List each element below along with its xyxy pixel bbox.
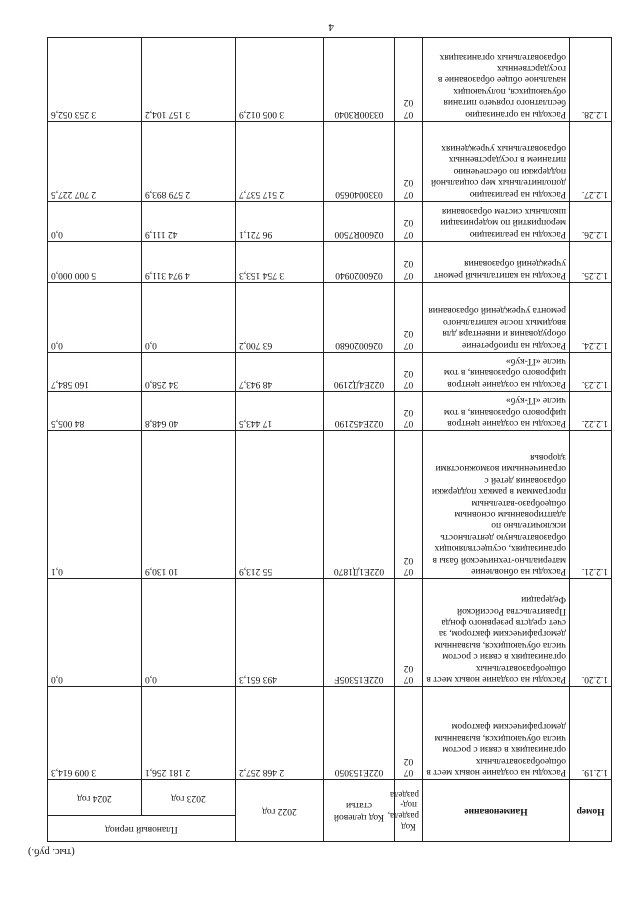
row-value-2024: 0,0 [48,201,142,241]
row-value-2022: 63 700,2 [236,282,324,352]
row-target-code: 022E153050 [324,687,395,780]
header-name: Наименование [423,780,570,842]
row-name: Расходы на создание центров цифрового образования, в том числе «IT-куб» [423,352,570,391]
row-value-2024: 3 253 052,6 [48,37,142,121]
row-value-2023: 3 157 104,2 [142,37,236,121]
row-target-code: 0260020680 [324,282,395,352]
row-target-code: 022E4Д2190 [324,352,395,391]
row-target-code: 02600R7500 [324,201,395,241]
row-section-code: 07 02 [395,431,423,579]
table-row [48,241,612,282]
row-value-2023: 2 181 256,1 [142,687,236,780]
row-section-code: 07 02 [395,391,423,430]
row-value-2023: 40 648,8 [142,391,236,430]
table-row [48,37,612,121]
row-number: 1.2.28. [570,37,612,121]
row-section-code: 07 02 [395,121,423,201]
row-value-2023: 4 974 311,9 [142,241,236,282]
row-value-2022: 55 213,9 [236,431,324,579]
row-name: Расходы на создание новых мест в общеобразовательных организациях в связи с ростом числа обучающихся, вызванным демографическим фактором, за счет средств резервного фонда Правительства Российской Федерации [423,579,570,687]
row-value-2023: 42 111,9 [142,201,236,241]
row-value-2022: 96 721,1 [236,201,324,241]
row-value-2024: 84 005,5 [48,391,142,430]
row-value-2023: 0,0 [142,579,236,687]
row-number: 1.2.21. [570,431,612,579]
row-value-2024: 5 000 000,0 [48,241,142,282]
row-number: 1.2.27. [570,121,612,201]
table-row [48,687,612,780]
row-number: 1.2.26. [570,201,612,241]
header-target-code: Код целевой статьи [324,780,395,842]
row-value-2024: 0,0 [48,282,142,352]
budget-table [47,37,612,842]
row-target-code: 0260020940 [324,241,395,282]
header-number: Номер [570,780,612,842]
table-row [48,579,612,687]
row-value-2023: 2 579 893,9 [142,121,236,201]
row-number: 1.2.25. [570,241,612,282]
table-row [48,352,612,391]
row-section-code: 07 02 [395,687,423,780]
row-value-2022: 3 005 012,9 [236,37,324,121]
row-name: Расходы на реализацию дополнительных мер социальной поддержки по обеспечению питанием в государственных образовательных учреждениях [423,121,570,201]
row-section-code: 07 02 [395,352,423,391]
row-target-code: 03300R3040 [324,37,395,121]
row-name: Расходы на обновление материально-технической базы в организациях, осуществляющих образовательную деятельность исключительно по адаптированным основным общеобразо-вательным программам в рамках поддержки образования детей с ограниченными возможностями здоровья [423,431,570,579]
row-section-code: 07 02 [395,282,423,352]
header-section-code: Код раздела, под-раздела [395,780,423,842]
row-target-code: 022E452190 [324,391,395,430]
row-value-2022: 17 443,5 [236,391,324,430]
row-section-code: 07 02 [395,241,423,282]
row-section-code: 07 02 [395,37,423,121]
page-number: 4 [328,21,334,33]
row-name: Расходы на капитальный ремонт учреждений образования [423,241,570,282]
header-2022: 2022 год [236,780,324,842]
row-value-2024: 0,0 [48,579,142,687]
table-row [48,431,612,579]
row-value-2022: 2 468 257,2 [236,687,324,780]
row-value-2024: 2 707 227,5 [48,121,142,201]
row-value-2022: 2 517 537,7 [236,121,324,201]
table-row [48,391,612,430]
row-number: 1.2.20. [570,579,612,687]
header-2024: 2024 год [48,780,142,816]
row-value-2022: 48 943,7 [236,352,324,391]
unit-label: (тыс. руб.) [28,846,75,857]
row-section-code: 07 02 [395,579,423,687]
table-body [48,37,612,779]
row-name: Расходы на организацию бесплатного горячего питания обучающихся, получающих начальное общее образование в государственных образовательных организациях [423,37,570,121]
table-row [48,201,612,241]
row-target-code: 022E1Д1870 [324,431,395,579]
row-value-2022: 493 651,3 [236,579,324,687]
row-value-2024: 3 009 614,3 [48,687,142,780]
row-name: Расходы на реализацию мероприятий по модернизации школьных систем образования [423,201,570,241]
row-value-2023: 10 130,9 [142,431,236,579]
row-number: 1.2.24. [570,282,612,352]
row-value-2023: 0,0 [142,282,236,352]
row-value-2023: 34 258,0 [142,352,236,391]
row-section-code: 07 02 [395,201,423,241]
row-target-code: 0330040650 [324,121,395,201]
row-number: 1.2.22. [570,391,612,430]
row-name: Расходы на создание центров цифрового образования, в том числе «IT-куб» [423,391,570,430]
row-name: Расходы на приобретение оборудования и инвентаря для вводимых после капитального ремонта учреждений образования [423,282,570,352]
row-name: Расходы на создание новых мест в общеобразовательных организациях в связи с ростом числа обучающихся, вызванным демографическим фактором [423,687,570,780]
table-row [48,282,612,352]
header-2023: 2023 год [142,780,236,816]
header-planning-period: Плановый период [48,816,236,842]
row-value-2024: 0,1 [48,431,142,579]
row-value-2022: 3 754 153,3 [236,241,324,282]
row-number: 1.2.23. [570,352,612,391]
row-number: 1.2.19. [570,687,612,780]
table-row [48,121,612,201]
row-value-2024: 160 584,7 [48,352,142,391]
row-target-code: 022E15305F [324,579,395,687]
